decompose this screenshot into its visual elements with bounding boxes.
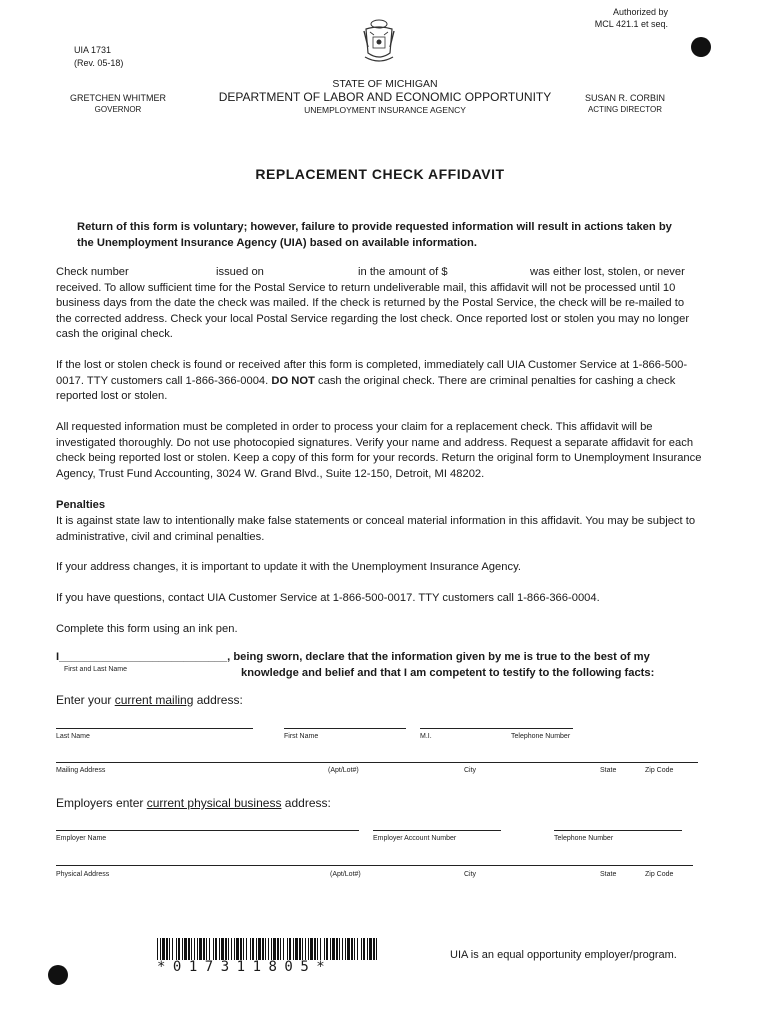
barcode-bar (258, 938, 261, 960)
barcode-bar (231, 938, 232, 960)
requirements-paragraph: All requested information must be completed in order to process your claim for a replacement check. This affidavit will be investigated thoroughly. Do not use photocopied signatures. Verify your name and address. Request a separate affidavit for each check being reported lost or stolen. Keep a copy of this form for your records. Return the original form to Unemployment Insurance Agency, Trust Fund Accounting, 3024 W. Grand Blvd., Suite 12-150, Detroit, MI 48202. (56, 421, 702, 480)
barcode-bar (188, 938, 190, 960)
last-name-label: Last Name (56, 733, 90, 740)
barcode-bar (280, 938, 281, 960)
barcode-bar (234, 938, 235, 960)
barcode-bar (310, 938, 313, 960)
state-label: State (600, 767, 617, 774)
employer-underlined: current physical business (146, 796, 282, 810)
address-change-note: If your address changes, it is important to update it with the Unemployment Insurance Agency. (56, 561, 521, 573)
barcode-bar (213, 938, 214, 960)
first-name-field[interactable] (284, 728, 406, 729)
barcode-bar (228, 938, 229, 960)
barcode-bar (361, 938, 362, 960)
oath-line-1: , being sworn, declare that the information given by me is true to the best of my (227, 651, 650, 663)
physical-address-label: Physical Address (56, 871, 110, 878)
barcode-bar (314, 938, 316, 960)
barcode-bar (324, 938, 325, 960)
barcode-bar (302, 938, 303, 960)
first-name-label: First Name (284, 733, 319, 740)
found-text-after: cash the original check. There are criminal penalties for cashing a check reported lost or stolen. (56, 374, 676, 402)
employer-apt-label: (Apt/Lot#) (330, 871, 361, 878)
barcode-bar (345, 938, 346, 960)
barcode-bar (256, 938, 257, 960)
barcode-bar (363, 938, 365, 960)
barcode-bar (268, 938, 269, 960)
barcode-bar (277, 938, 279, 960)
employer-name-label: Employer Name (56, 835, 107, 842)
barcode-bar (326, 938, 328, 960)
intro-body-text: received. To allow sufficient time for the Postal Service to return undeliverable mail, this affidavit will not be processed until 10 business days from the date the check was mailed. If the check is returned by the Postal Service, the check will be re-mailed to the corrected address. Check your local Postal Service regarding the lost check. Once reported lost or stolen you may no longer cash the original check. (56, 281, 690, 340)
form-revision: (Rev. 05-18) (74, 58, 124, 68)
barcode-bar (252, 938, 254, 960)
barcode-bar (225, 938, 227, 960)
barcode-bar (176, 938, 177, 960)
barcode-bar (308, 938, 309, 960)
barcode-bar (373, 938, 375, 960)
penalties-heading: Penalties (56, 499, 106, 511)
zip-label: Zip Code (645, 767, 674, 774)
telephone-label: Telephone Number (511, 733, 571, 740)
director-block (570, 92, 680, 116)
barcode-bar (347, 938, 350, 960)
check-number-label: Check number (56, 266, 129, 278)
barcode-bar (250, 938, 251, 960)
ink-pen-note: Complete this form using an ink pen. (56, 623, 238, 635)
state-seal-icon (360, 17, 398, 67)
barcode-bar (215, 938, 217, 960)
governor-name: GRETCHEN WHITMER (70, 93, 166, 103)
barcode-bar (162, 938, 165, 960)
barcode-bar (339, 938, 340, 960)
barcode-bar (172, 938, 173, 960)
barcode-bar (243, 938, 244, 960)
barcode-bar (203, 938, 205, 960)
barcode-text: *017311805* (157, 959, 333, 975)
barcode-bar (317, 938, 318, 960)
mailing-suffix: address: (196, 693, 243, 707)
barcode-bar (246, 938, 247, 960)
barcode-bar (295, 938, 298, 960)
employer-name-field[interactable] (56, 830, 359, 831)
employer-prefix: Employers enter (56, 796, 144, 810)
barcode-bar (357, 938, 358, 960)
issued-on-label: issued on (216, 266, 264, 278)
barcode-bar (354, 938, 355, 960)
agency-header (200, 78, 570, 116)
mailing-address-heading (56, 693, 243, 707)
department-name: DEPARTMENT OF LABOR AND ECONOMIC OPPORTUNITY (218, 90, 552, 104)
barcode-bar (169, 938, 170, 960)
barcode-bar (178, 938, 180, 960)
governor-title: GOVERNOR (94, 105, 142, 114)
apt-label: (Apt/Lot#) (328, 767, 359, 774)
barcode-bar (273, 938, 276, 960)
barcode-bar (182, 938, 183, 960)
intro-paragraph (56, 265, 702, 343)
registration-mark (691, 37, 711, 57)
barcode-bar (320, 938, 321, 960)
voluntary-notice: Return of this form is voluntary; however, failure to provide requested information will result in actions taken by the Unemployment Insurance Agency (UIA) based on available information. (77, 221, 672, 249)
employer-city-label: City (464, 871, 477, 878)
form-number: UIA 1731 (74, 45, 112, 55)
physical-address-field[interactable] (56, 865, 693, 866)
oath-i: I (56, 651, 60, 663)
barcode-bar (166, 938, 168, 960)
director-title: ACTING DIRECTOR (587, 105, 663, 114)
barcode (157, 938, 380, 960)
barcode-bar (289, 938, 291, 960)
mi-label: M.I. (420, 733, 432, 740)
barcode-bar (367, 938, 368, 960)
authorization-line-1: Authorized by (612, 7, 668, 17)
mailing-address-field[interactable] (56, 762, 698, 763)
do-not-emphasis: DO NOT (271, 374, 315, 387)
found-paragraph (56, 358, 702, 405)
penalties-text: It is against state law to intentionally make false statements or conceal material information in this affidavit. You may be subject to administrative, civil and criminal penalties. (56, 515, 696, 543)
barcode-bar (293, 938, 294, 960)
barcode-bar (184, 938, 187, 960)
barcode-bar (332, 938, 335, 960)
barcode-bar (330, 938, 331, 960)
barcode-bar (376, 938, 377, 960)
barcode-bar (160, 938, 161, 960)
employer-account-label: Employer Account Number (373, 835, 457, 842)
employer-address-heading (56, 796, 331, 810)
barcode-bar (219, 938, 220, 960)
barcode-bar (191, 938, 192, 960)
state-name: STATE OF MICHIGAN (332, 78, 438, 90)
oath-name-label: First and Last Name (64, 666, 128, 673)
barcode-bar (271, 938, 272, 960)
barcode-bar (240, 938, 242, 960)
barcode-bar (369, 938, 372, 960)
barcode-bar (209, 938, 210, 960)
employer-telephone-label: Telephone Number (554, 835, 614, 842)
oath-statement (56, 649, 716, 665)
barcode-bar (236, 938, 239, 960)
barcode-bar (265, 938, 266, 960)
director-name: SUSAN R. CORBIN (584, 93, 665, 103)
employer-zip-label: Zip Code (645, 871, 674, 878)
mi-telephone-field[interactable] (420, 728, 573, 729)
last-name-field[interactable] (56, 728, 253, 729)
employer-suffix: address: (284, 796, 331, 810)
barcode-bar (206, 938, 207, 960)
amount-label: in the amount of $ (358, 266, 448, 278)
equal-opportunity-footer: UIA is an equal opportunity employer/program. (450, 949, 677, 961)
governor-block (56, 92, 180, 116)
barcode-bar (194, 938, 195, 960)
lost-status-text: was either lost, stolen, or never (530, 266, 685, 278)
employer-telephone-field[interactable] (554, 830, 682, 831)
employer-account-field[interactable] (373, 830, 501, 831)
authorization-line-2: MCL 421.1 et seq. (594, 19, 668, 29)
barcode-bar (199, 938, 202, 960)
barcode-bar (305, 938, 306, 960)
barcode-bar (351, 938, 353, 960)
mailing-prefix: Enter your (56, 693, 112, 707)
division-name: UNEMPLOYMENT INSURANCE AGENCY (304, 105, 466, 115)
barcode-bar (336, 938, 338, 960)
barcode-bar (287, 938, 288, 960)
registration-mark-bottom (48, 965, 68, 985)
mailing-address-label: Mailing Address (56, 767, 106, 774)
mailing-underlined: current mailing (114, 693, 194, 707)
oath-name-blank[interactable]: ___________________________ (59, 651, 228, 663)
barcode-bar (262, 938, 264, 960)
document-title: REPLACEMENT CHECK AFFIDAVIT (255, 166, 505, 182)
city-label: City (464, 767, 477, 774)
barcode-bar (197, 938, 198, 960)
barcode-bar (283, 938, 284, 960)
found-text-before: If the lost or stolen check is found or received after this form is completed, immediately call UIA Customer Service at 1-866-500-0017. TTY customers call 1-866-366-0004. (56, 359, 688, 387)
questions-note: If you have questions, contact UIA Customer Service at 1-866-500-0017. TTY customers call 1-866-366-0004. (56, 592, 600, 604)
barcode-bar (221, 938, 224, 960)
barcode-bar (342, 938, 343, 960)
employer-state-label: State (600, 871, 617, 878)
oath-line-2: knowledge and belief and that I am competent to testify to the following facts: (241, 667, 655, 679)
barcode-bar (157, 938, 158, 960)
barcode-bar (299, 938, 301, 960)
form-id-block (74, 44, 123, 70)
authorization-block (560, 6, 668, 30)
